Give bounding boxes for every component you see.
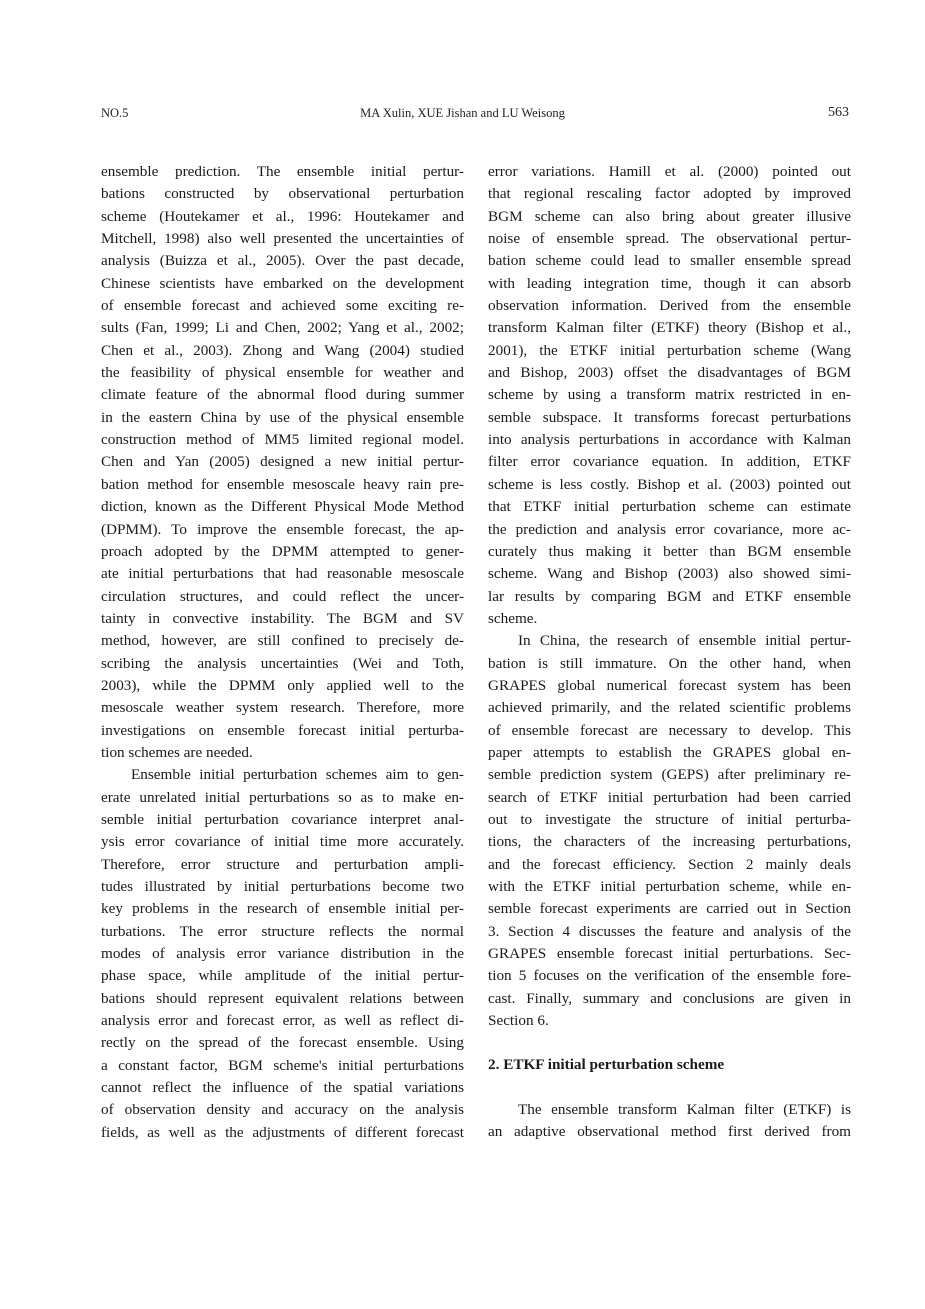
text-line: of ensemble forecast are necessary to develop. This: [488, 721, 851, 739]
text-line: cannot reflect the influence of the spatial variations: [101, 1079, 464, 1097]
text-line: filter error covariance equation. In addition, ETKF: [488, 453, 851, 471]
text-line: observation information. Derived from the ensemble: [488, 297, 851, 315]
journal-issue: NO.5: [101, 106, 129, 120]
paragraph-start-line: In China, the research of ensemble initial pertur-: [518, 632, 851, 650]
text-line: into analysis perturbations in accordance with Kalman: [488, 431, 851, 449]
text-line: tions, the characters of the increasing perturbations,: [488, 833, 851, 851]
text-line: the prediction and analysis error covariance, more ac-: [488, 520, 851, 538]
text-line: and the forecast efficiency. Section 2 mainly deals: [488, 855, 851, 873]
text-line: that regional rescaling factor adopted by improved: [488, 185, 851, 203]
text-line: method, however, are still confined to precisely de-: [101, 632, 464, 650]
text-line: key problems in the research of ensemble initial per-: [101, 900, 464, 918]
text-line: scheme. Wang and Bishop (2003) also showed simi-: [488, 565, 851, 583]
text-line: circulation structures, and could reflect the uncer-: [101, 587, 464, 605]
text-line: (DPMM). To improve the ensemble forecast, the ap-: [101, 520, 464, 538]
text-line: scribing the analysis uncertainties (Wei and Toth,: [101, 654, 464, 672]
text-line: semble forecast experiments are carried out in Section: [488, 900, 851, 918]
text-line: achieved primarily, and the related scientific problems: [488, 699, 851, 717]
text-line: sults (Fan, 1999; Li and Chen, 2002; Yang et al., 2002;: [101, 319, 464, 337]
text-line: mesoscale weather system research. Therefore, more: [101, 699, 464, 717]
text-line: GRAPES global numerical forecast system has been: [488, 676, 851, 694]
text-line: ysis error covariance of initial time more accurately.: [101, 833, 464, 851]
text-line: ate initial perturbations that had reasonable mesoscale: [101, 565, 464, 583]
text-line: out to investigate the structure of initial perturba-: [488, 810, 851, 828]
text-line: that ETKF initial perturbation scheme can estimate: [488, 498, 851, 516]
page-number: 563: [828, 105, 849, 120]
text-line: semble subspace. It transforms forecast perturbations: [488, 408, 851, 426]
text-line: tudes illustrated by initial perturbations become two: [101, 878, 464, 895]
text-line: in the eastern China by use of the physical ensemble: [101, 408, 464, 426]
text-line: a constant factor, BGM scheme's initial perturbations: [101, 1056, 464, 1074]
text-line: paper attempts to establish the GRAPES global en-: [488, 743, 851, 761]
text-line: scheme.: [488, 609, 538, 627]
text-line: modes of analysis error variance distribution in the: [101, 945, 464, 963]
text-line: curately thus making it better than BGM ensemble: [488, 542, 851, 560]
text-line: scheme is less costly. Bishop et al. (2003) pointed out: [488, 475, 851, 493]
text-line: scheme by using a transform matrix restricted in en-: [488, 386, 851, 404]
text-line: bation is still immature. On the other hand, when: [488, 654, 851, 672]
text-line: bation method for ensemble mesoscale heavy rain pre-: [101, 475, 464, 493]
text-line: analysis (Buizza et al., 2005). Over the past decade,: [101, 252, 464, 270]
text-line: cast. Finally, summary and conclusions are given in: [488, 989, 851, 1007]
text-line: rectly on the spread of the forecast ensemble. Using: [101, 1034, 464, 1052]
text-line: noise of ensemble spread. The observational pertur-: [488, 230, 851, 248]
text-line: bations constructed by observational perturbation: [101, 185, 464, 203]
text-line: with leading integration time, though it can absorb: [488, 274, 851, 292]
text-line: Section 6.: [488, 1012, 549, 1030]
text-line: of ensemble forecast and achieved some exciting re-: [101, 297, 464, 315]
text-line: climate feature of the abnormal flood during summer: [101, 386, 464, 404]
text-line: semble initial perturbation covariance interpret anal-: [101, 810, 464, 828]
paragraph-start-line: The ensemble transform Kalman filter (ETKF) is: [518, 1100, 851, 1118]
text-line: GRAPES ensemble forecast initial perturbations. Sec-: [488, 945, 851, 963]
text-line: scheme (Houtekamer et al., 1996: Houtekamer and: [101, 207, 464, 225]
text-line: Mitchell, 1998) also well presented the uncertainties of: [101, 230, 464, 248]
text-line: BGM scheme can also bring about greater illusive: [488, 207, 851, 225]
paragraph-start-line: Ensemble initial perturbation schemes aim to gen-: [131, 766, 464, 784]
text-line: 3. Section 4 discusses the feature and analysis of the: [488, 922, 851, 940]
text-line: 2003), while the DPMM only applied well to the: [101, 676, 464, 694]
text-line: Therefore, error structure and perturbation ampli-: [101, 855, 464, 873]
text-line: of observation density and accuracy on the analysis: [101, 1101, 464, 1119]
text-line: investigations on ensemble forecast initial perturba-: [101, 721, 464, 739]
text-line: tion schemes are needed.: [101, 743, 253, 761]
text-line: search of ETKF initial perturbation had been carried: [488, 788, 851, 806]
section-heading: 2. ETKF initial perturbation scheme: [488, 1056, 725, 1074]
left-column: [101, 161, 464, 1144]
text-line: bations should represent equivalent relations between: [101, 989, 464, 1007]
text-line: phase space, while amplitude of the initial pertur-: [101, 967, 464, 985]
text-line: bation scheme could lead to smaller ensemble spread: [488, 252, 851, 270]
section-spacer: [488, 1077, 851, 1099]
author-line: MA Xulin, XUE Jishan and LU Weisong: [360, 106, 565, 120]
text-line: analysis error and forecast error, as well as reflect di-: [101, 1012, 464, 1030]
text-line: 2001), the ETKF initial perturbation scheme (Wang: [488, 341, 851, 359]
text-line: transform Kalman filter (ETKF) theory (Bishop et al.,: [488, 319, 851, 337]
text-line: diction, known as the Different Physical Mode Method: [101, 498, 464, 516]
text-line: erate unrelated initial perturbations so as to make en-: [101, 788, 464, 806]
text-line: turbations. The error structure reflects the normal: [101, 922, 464, 940]
text-line: construction method of MM5 limited regional model.: [101, 431, 464, 449]
text-line: and Bishop, 2003) offset the disadvantages of BGM: [488, 364, 851, 382]
text-line: tainty in convective instability. The BGM and SV: [101, 609, 464, 627]
text-line: semble prediction system (GEPS) after preliminary re-: [488, 766, 851, 784]
text-line: Chen et al., 2003). Zhong and Wang (2004) studied: [101, 341, 464, 359]
text-line: Chen and Yan (2005) designed a new initial pertur-: [101, 453, 464, 471]
text-line: an adaptive observational method first derived from: [488, 1123, 851, 1141]
text-line: with the ETKF initial perturbation scheme, while en-: [488, 878, 851, 895]
right-column: [488, 161, 851, 1143]
text-line: fields, as well as the adjustments of different forecast: [101, 1123, 464, 1141]
text-line: tion 5 focuses on the verification of the ensemble fore-: [488, 967, 851, 985]
section-spacer: [488, 1032, 851, 1054]
text-line: proach adopted by the DPMM attempted to gener-: [101, 542, 464, 560]
text-line: Chinese scientists have embarked on the development: [101, 274, 464, 292]
text-line: error variations. Hamill et al. (2000) pointed out: [488, 163, 851, 180]
text-line: ensemble prediction. The ensemble initial pertur-: [101, 163, 464, 180]
text-line: the feasibility of physical ensemble for weather and: [101, 364, 464, 382]
text-line: lar results by comparing BGM and ETKF ensemble: [488, 587, 851, 605]
